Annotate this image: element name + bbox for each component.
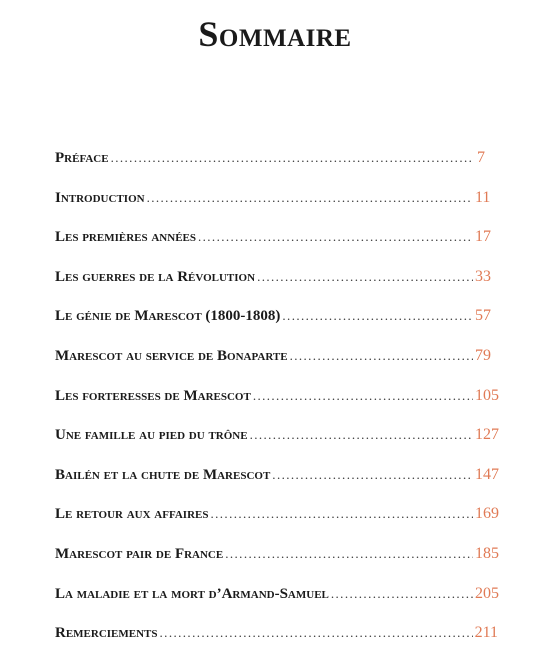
toc-entry-introduction[interactable] <box>55 178 491 218</box>
dot-leader <box>272 455 473 495</box>
toc-entry-pair-france[interactable] <box>55 534 499 574</box>
toc-entry-label: Les forteresses de Marescot <box>55 387 251 404</box>
dot-leader <box>250 415 473 455</box>
toc-entry-genie-marescot[interactable] <box>55 296 491 336</box>
toc-entry-label: Une famille au pied du trône <box>55 427 248 444</box>
toc-page-number: 211 <box>474 624 499 642</box>
toc-page-number: 169 <box>475 505 499 523</box>
toc-entry-label: Remerciements <box>55 625 158 642</box>
toc-page-number: 7 <box>477 149 485 166</box>
toc-entry-preface[interactable] <box>55 138 485 178</box>
dot-leader <box>160 613 473 653</box>
toc-entry-label: Introduction <box>55 189 145 206</box>
toc-entry-label: Le génie de Marescot (1800-1808) <box>55 308 281 325</box>
dot-leader <box>253 376 473 416</box>
toc-entry-service-bonaparte[interactable] <box>55 336 491 376</box>
toc-entry-famille-trone[interactable] <box>55 415 499 455</box>
toc-page-number: 33 <box>475 267 491 285</box>
toc-entry-maladie-mort[interactable] <box>55 574 499 614</box>
toc-page-number: 17 <box>475 228 491 246</box>
dot-leader <box>225 534 473 574</box>
toc-entry-label: Marescot au service de Bonaparte <box>55 347 288 364</box>
dot-leader <box>282 296 473 336</box>
page-title: Sommaire <box>195 12 354 56</box>
toc-page-number: 185 <box>475 544 499 562</box>
table-of-contents <box>55 138 499 653</box>
dot-leader <box>147 178 473 218</box>
toc-entry-bailen-chute[interactable] <box>55 455 499 495</box>
toc-entry-guerres-revolution[interactable] <box>55 257 491 297</box>
toc-entry-forteresses[interactable] <box>55 376 499 416</box>
toc-entry-label: Bailén et la chute de Marescot <box>55 466 271 483</box>
toc-entry-premieres-annees[interactable] <box>55 217 491 257</box>
toc-entry-retour-affaires[interactable] <box>55 494 499 534</box>
dot-leader <box>257 257 473 297</box>
dot-leader <box>331 574 473 614</box>
dot-leader <box>210 494 473 534</box>
toc-page-number: 205 <box>475 584 499 602</box>
toc-entry-label: Le retour aux affaires <box>55 506 209 523</box>
dot-leader <box>198 217 473 257</box>
toc-entry-label: La maladie et la mort d’Armand-Samuel <box>55 585 329 602</box>
dot-leader <box>111 138 473 178</box>
dot-leader <box>290 336 473 376</box>
toc-entry-label: Les guerres de la Révolution <box>55 268 256 285</box>
toc-entry-label: Les premières années <box>55 229 196 246</box>
toc-page-number: 105 <box>475 386 499 404</box>
toc-page-number: 79 <box>475 346 491 364</box>
toc-entry-label: Marescot pair de France <box>55 545 224 562</box>
toc-page-number: 147 <box>475 465 499 483</box>
title-wrapper <box>0 12 550 56</box>
toc-page-number: 11 <box>475 188 491 206</box>
toc-entry-remerciements[interactable] <box>55 613 499 653</box>
toc-entry-label: Préface <box>55 150 109 166</box>
toc-page-number: 127 <box>475 426 499 444</box>
toc-page-number: 57 <box>475 307 491 325</box>
